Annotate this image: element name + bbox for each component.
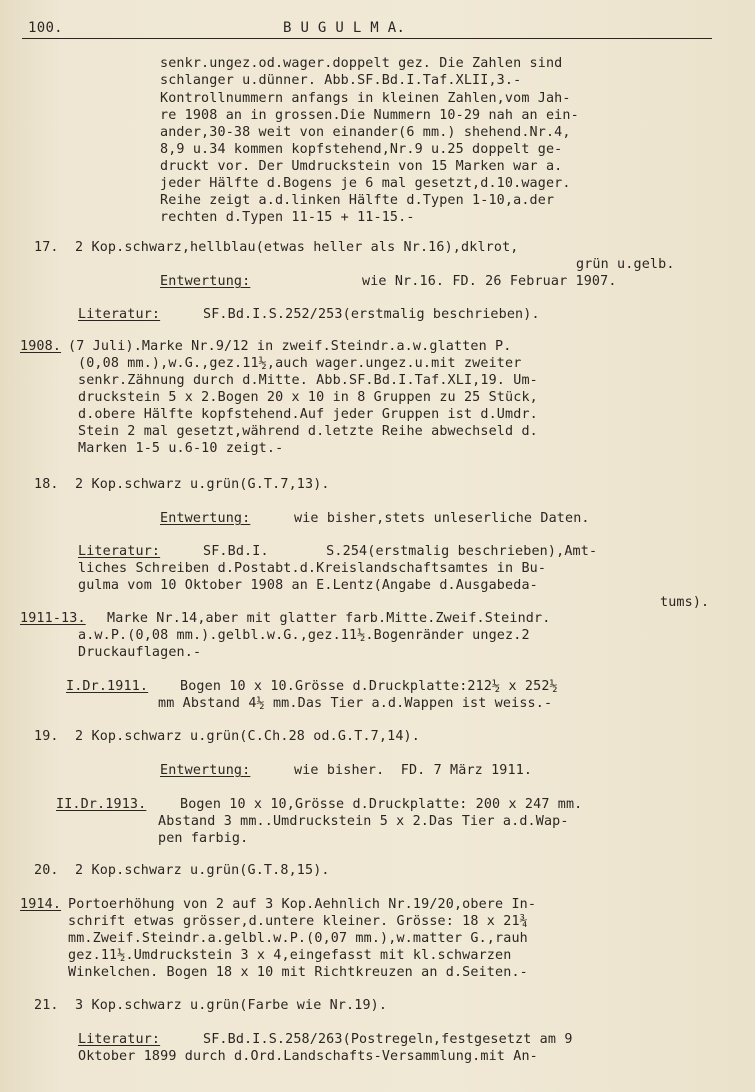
year-heading: 1908. [20, 339, 62, 354]
entry-17-line: 17. 2 Kop.schwarz,hellblau(etwas heller als Nr.16),dklrot, [34, 240, 519, 255]
entry-20-line: 20. 2 Kop.schwarz u.grün(G.T.8,15). [34, 863, 330, 878]
entry-19-line: 19. 2 Kop.schwarz u.grün(C.Ch.28 od.G.T.7,14). [34, 729, 420, 744]
text-line: Stein 2 mal gesetzt,während d.letzte Reihe abwechseld d. [78, 424, 538, 439]
text-line: Portoerhöhung von 2 auf 3 Kop.Aehnlich Nr.19/20,obere In- [68, 897, 537, 912]
text-line: Marke Nr.14,aber mit glatter farb.Mitte.Zweif.Steindr. [107, 611, 551, 626]
text-line: gez.11½.Umdruckstein 3 x 4,eingefasst mit kl.schwarzen [68, 948, 512, 963]
text-line: senkr.Zähnung durch d.Mitte. Abb.SF.Bd.I.Taf.XLI,19. Um- [78, 373, 538, 388]
page-title: B U G U L M A. [283, 20, 406, 36]
literatur-text: tums). [660, 595, 710, 610]
text-line: 8,9 u.34 kommen kopfstehend,Nr.9 u.25 doppelt ge- [160, 142, 563, 157]
literatur-text: SF.Bd.I.S.252/253(erstmalig beschrieben). [203, 307, 540, 322]
literatur-label: Literatur: [78, 544, 161, 559]
entwertung-text: wie bisher,stets unleserliche Daten. [294, 511, 590, 526]
text-line: rechten d.Typen 11-15 + 11-15.- [160, 210, 415, 225]
header-rule [22, 38, 712, 39]
literatur-text: SF.Bd.I. S.254(erstmalig beschrieben),Amt- [203, 544, 598, 559]
text-line: Bogen 10 x 10.Grösse d.Druckplatte:212½ x 252½ [180, 679, 558, 694]
literatur-text: gulma vom 10 Oktober 1908 an E.Lentz(Angabe d.Ausgabeda- [78, 578, 538, 593]
text-line: mm.Zweif.Steindr.a.gelbl.w.P.(0,07 mm.),w.matter G.,rauh [68, 931, 528, 946]
druck-heading: II.Dr.1913. [56, 797, 147, 812]
literatur-label: Literatur: [78, 1032, 161, 1047]
entry-21-line: 21. 3 Kop.schwarz u.grün(Farbe wie Nr.19). [34, 998, 388, 1013]
text-line: schlanger u.dünner. Abb.SF.Bd.I.Taf.XLII,3.- [160, 73, 522, 88]
text-line: Winkelchen. Bogen 18 x 10 mit Richtkreuzen an d.Seiten.- [68, 965, 528, 980]
text-line: a.w.P.(0,08 mm.).gelbl.w.G.,gez.11½.Bogenränder ungez.2 [78, 628, 530, 643]
literatur-text: Oktober 1899 durch d.Ord.Landschafts-Versammlung.mit An- [78, 1049, 538, 1064]
text-line: (0,08 mm.),w.G.,gez.11½,auch wager.ungez.u.mit zweiter [78, 356, 522, 371]
literatur-text: liches Schreiben d.Postabt.d.Kreislandschaftsamtes in Bu- [78, 561, 547, 576]
text-line: re 1908 an in grossen.Die Nummern 10-29 nah an ein- [160, 108, 579, 123]
druck-heading: I.Dr.1911. [66, 679, 149, 694]
text-line: jeder Hälfte d.Bogens je 6 mal gesetzt,d.10.wager. [160, 176, 571, 191]
text-line: Druckauflagen.- [78, 645, 202, 660]
text-line: ander,30-38 weit von einander(6 mm.) shehend.Nr.4, [160, 125, 571, 140]
text-line: Kontrollnummern anfangs in kleinen Zahlen,vom Jah- [160, 91, 571, 106]
text-line: schrift etwas grösser,d.untere kleiner. Grösse: 18 x 21¾ [68, 914, 528, 929]
text-line: druckstein 5 x 2.Bogen 20 x 10 in 8 Gruppen zu 25 Stück, [78, 390, 538, 405]
text-line: druckt vor. Der Umdruckstein von 15 Marken war a. [160, 159, 563, 174]
entwertung-label: Entwertung: [160, 511, 251, 526]
entwertung-text: wie bisher. FD. 7 März 1911. [294, 763, 533, 778]
entwertung-label: Entwertung: [160, 274, 251, 289]
text-line: (7 Juli).Marke Nr.9/12 in zweif.Steindr.a.w.glatten P. [68, 339, 512, 354]
entwertung-text: wie Nr.16. FD. 26 Februar 1907. [362, 274, 617, 289]
year-heading: 1911-13. [20, 611, 86, 626]
text-line: d.obere Hälfte kopfstehend.Auf jeder Gruppen ist d.Umdr. [78, 407, 538, 422]
text-line: mm Abstand 4½ mm.Das Tier a.d.Wappen ist weiss.- [158, 696, 553, 711]
text-line: Abstand 3 mm..Umdruckstein 5 x 2.Das Tier a.d.Wap- [158, 814, 569, 829]
text-line: Bogen 10 x 10,Grösse d.Druckplatte: 200 x 247 mm. [180, 797, 583, 812]
text-line: Reihe zeigt a.d.linken Hälfte d.Typen 1-10,a.der [160, 193, 555, 208]
text-line: Marken 1-5 u.6-10 zeigt.- [78, 441, 284, 456]
year-heading: 1914. [20, 897, 62, 912]
literatur-label: Literatur: [78, 307, 161, 322]
page-number: 100. [28, 20, 63, 36]
entwertung-label: Entwertung: [160, 763, 251, 778]
entry-17-line: grün u.gelb. [576, 257, 675, 272]
literatur-text: SF.Bd.I.S.258/263(Postregeln,festgesetzt am 9 [203, 1032, 573, 1047]
text-line: senkr.ungez.od.wager.doppelt gez. Die Zahlen sind [160, 56, 563, 71]
text-line: pen farbig. [158, 831, 249, 846]
entry-18-line: 18. 2 Kop.schwarz u.grün(G.T.7,13). [34, 477, 330, 492]
